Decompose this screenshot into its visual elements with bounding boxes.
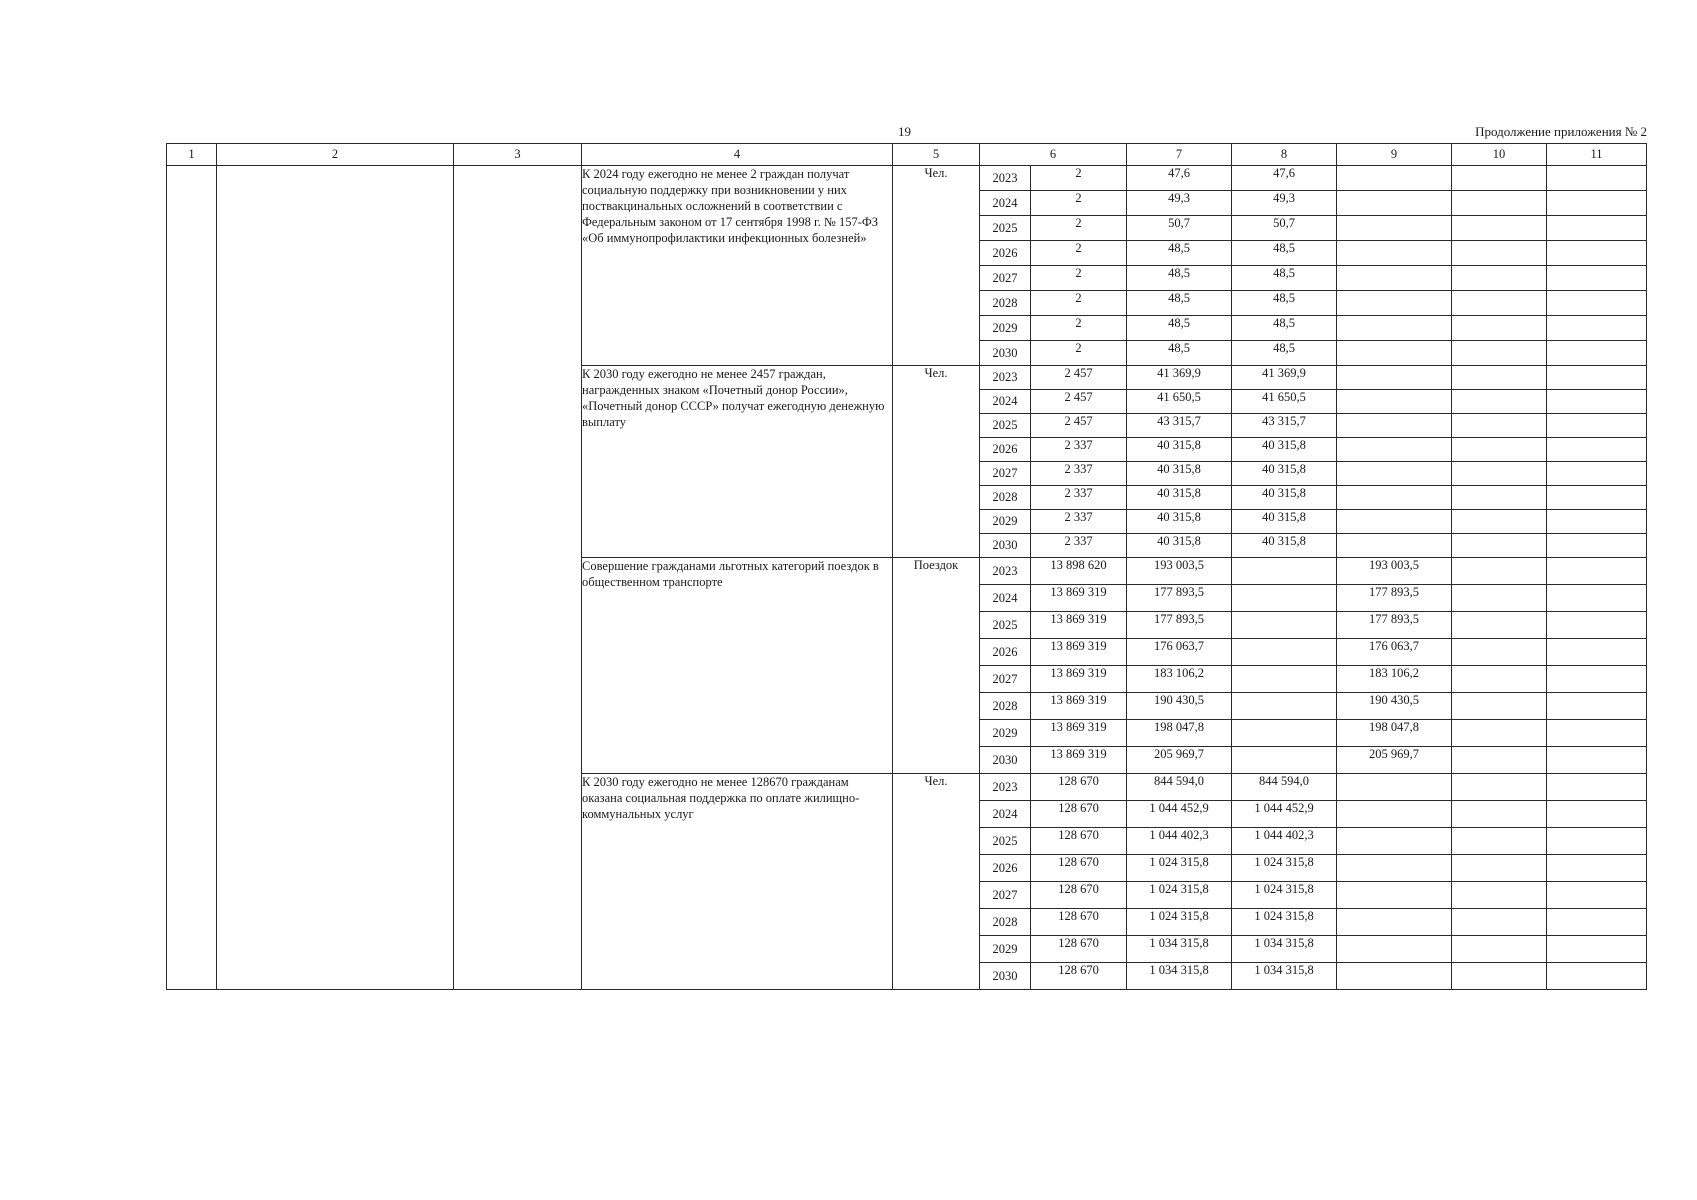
value-cell: 193 003,5 — [1337, 558, 1452, 585]
value-cell — [1547, 612, 1647, 639]
value-cell: 48,5 — [1127, 291, 1232, 316]
value-cell — [1337, 316, 1452, 341]
value-cell: 2 — [1031, 166, 1127, 191]
value-cell: 1 044 402,3 — [1127, 828, 1232, 855]
value-cell — [1547, 639, 1647, 666]
year-cell: 2025 — [980, 612, 1031, 639]
value-cell: 128 670 — [1031, 936, 1127, 963]
year-cell: 2029 — [980, 720, 1031, 747]
value-cell — [1547, 390, 1647, 414]
unit-cell: Поездок — [893, 558, 980, 774]
value-cell — [1337, 390, 1452, 414]
value-cell: 183 106,2 — [1127, 666, 1232, 693]
value-cell: 13 869 319 — [1031, 720, 1127, 747]
value-cell — [1547, 534, 1647, 558]
value-cell: 13 869 319 — [1031, 693, 1127, 720]
value-cell — [1547, 558, 1647, 585]
value-cell: 40 315,8 — [1232, 462, 1337, 486]
value-cell — [1547, 963, 1647, 990]
value-cell: 128 670 — [1031, 774, 1127, 801]
value-cell — [1547, 774, 1647, 801]
value-cell — [1547, 909, 1647, 936]
value-cell: 1 024 315,8 — [1127, 882, 1232, 909]
value-cell — [1547, 801, 1647, 828]
value-cell: 2 — [1031, 241, 1127, 266]
value-cell: 48,5 — [1232, 241, 1337, 266]
value-cell — [1452, 291, 1547, 316]
year-cell: 2030 — [980, 341, 1031, 366]
col1-cell — [167, 166, 217, 990]
value-cell: 193 003,5 — [1127, 558, 1232, 585]
value-cell — [1452, 801, 1547, 828]
value-cell — [1337, 801, 1452, 828]
value-cell: 1 024 315,8 — [1127, 855, 1232, 882]
value-cell: 40 315,8 — [1232, 510, 1337, 534]
value-cell: 177 893,5 — [1127, 585, 1232, 612]
year-cell: 2027 — [980, 666, 1031, 693]
value-cell: 2 457 — [1031, 414, 1127, 438]
year-cell: 2023 — [980, 166, 1031, 191]
value-cell — [1232, 612, 1337, 639]
value-cell — [1337, 936, 1452, 963]
year-cell: 2026 — [980, 438, 1031, 462]
value-cell — [1337, 438, 1452, 462]
value-cell — [1337, 963, 1452, 990]
value-cell — [1547, 510, 1647, 534]
col2-cell — [217, 166, 454, 990]
value-cell — [1452, 341, 1547, 366]
value-cell: 1 024 315,8 — [1232, 909, 1337, 936]
value-cell — [1452, 241, 1547, 266]
year-cell: 2025 — [980, 414, 1031, 438]
value-cell: 48,5 — [1232, 266, 1337, 291]
value-cell — [1337, 341, 1452, 366]
value-cell: 40 315,8 — [1232, 438, 1337, 462]
value-cell: 198 047,8 — [1127, 720, 1232, 747]
value-cell — [1452, 486, 1547, 510]
value-cell: 176 063,7 — [1127, 639, 1232, 666]
year-cell: 2027 — [980, 882, 1031, 909]
value-cell: 190 430,5 — [1127, 693, 1232, 720]
value-cell — [1337, 510, 1452, 534]
page-number: 19 — [898, 124, 911, 139]
value-cell: 1 034 315,8 — [1232, 936, 1337, 963]
value-cell: 50,7 — [1127, 216, 1232, 241]
indicator-description: К 2030 году ежегодно не менее 128670 гражданам оказана социальная поддержка по оплате жилищно-коммунальных услуг — [582, 774, 893, 990]
value-cell: 177 893,5 — [1127, 612, 1232, 639]
value-cell — [1547, 191, 1647, 216]
value-cell — [1452, 166, 1547, 191]
value-cell — [1452, 639, 1547, 666]
value-cell — [1337, 241, 1452, 266]
value-cell — [1547, 585, 1647, 612]
value-cell: 2 457 — [1031, 366, 1127, 390]
value-cell — [1547, 266, 1647, 291]
year-cell: 2030 — [980, 747, 1031, 774]
value-cell — [1547, 241, 1647, 266]
value-cell: 128 670 — [1031, 882, 1127, 909]
value-cell: 190 430,5 — [1337, 693, 1452, 720]
col3-cell — [454, 166, 582, 990]
year-cell: 2023 — [980, 366, 1031, 390]
col-header: 3 — [454, 144, 582, 166]
value-cell — [1452, 774, 1547, 801]
value-cell: 48,5 — [1232, 341, 1337, 366]
value-cell: 13 869 319 — [1031, 585, 1127, 612]
value-cell — [1452, 963, 1547, 990]
value-cell — [1547, 462, 1647, 486]
col-header: 9 — [1337, 144, 1452, 166]
value-cell: 2 337 — [1031, 438, 1127, 462]
unit-cell: Чел. — [893, 166, 980, 366]
value-cell — [1452, 191, 1547, 216]
col-header: 6 — [980, 144, 1127, 166]
value-cell: 49,3 — [1232, 191, 1337, 216]
value-cell — [1337, 486, 1452, 510]
value-cell — [1452, 438, 1547, 462]
appendix-note: Продолжение приложения № 2 — [1475, 124, 1647, 139]
value-cell: 2 — [1031, 191, 1127, 216]
value-cell: 40 315,8 — [1232, 486, 1337, 510]
value-cell — [1547, 693, 1647, 720]
value-cell: 1 034 315,8 — [1127, 963, 1232, 990]
unit-cell: Чел. — [893, 366, 980, 558]
value-cell — [1452, 612, 1547, 639]
value-cell: 48,5 — [1127, 241, 1232, 266]
table-row — [167, 166, 1647, 191]
col-header: 1 — [167, 144, 217, 166]
value-cell: 2 457 — [1031, 390, 1127, 414]
year-cell: 2028 — [980, 291, 1031, 316]
value-cell — [1452, 747, 1547, 774]
value-cell — [1452, 882, 1547, 909]
year-cell: 2029 — [980, 316, 1031, 341]
year-cell: 2024 — [980, 801, 1031, 828]
year-cell: 2023 — [980, 558, 1031, 585]
value-cell — [1337, 216, 1452, 241]
value-cell — [1337, 882, 1452, 909]
value-cell: 43 315,7 — [1127, 414, 1232, 438]
value-cell: 40 315,8 — [1127, 438, 1232, 462]
value-cell — [1452, 216, 1547, 241]
value-cell: 13 869 319 — [1031, 747, 1127, 774]
year-cell: 2028 — [980, 909, 1031, 936]
value-cell: 48,5 — [1127, 341, 1232, 366]
value-cell — [1232, 693, 1337, 720]
value-cell: 2 — [1031, 341, 1127, 366]
value-cell — [1452, 510, 1547, 534]
col-header: 5 — [893, 144, 980, 166]
value-cell: 1 024 315,8 — [1232, 882, 1337, 909]
value-cell — [1232, 747, 1337, 774]
value-cell — [1547, 882, 1647, 909]
year-cell: 2029 — [980, 510, 1031, 534]
value-cell: 177 893,5 — [1337, 585, 1452, 612]
value-cell — [1452, 462, 1547, 486]
value-cell — [1232, 585, 1337, 612]
value-cell — [1452, 936, 1547, 963]
value-cell: 41 650,5 — [1127, 390, 1232, 414]
value-cell — [1452, 390, 1547, 414]
indicator-description: Совершение гражданами льготных категорий поездок в общественном транспорте — [582, 558, 893, 774]
value-cell: 41 650,5 — [1232, 390, 1337, 414]
value-cell — [1452, 855, 1547, 882]
value-cell — [1337, 266, 1452, 291]
year-cell: 2030 — [980, 534, 1031, 558]
value-cell — [1452, 316, 1547, 341]
value-cell: 2 — [1031, 291, 1127, 316]
value-cell: 48,5 — [1127, 266, 1232, 291]
year-cell: 2027 — [980, 266, 1031, 291]
year-cell: 2023 — [980, 774, 1031, 801]
value-cell — [1232, 720, 1337, 747]
value-cell — [1452, 266, 1547, 291]
year-cell: 2025 — [980, 216, 1031, 241]
value-cell: 128 670 — [1031, 801, 1127, 828]
value-cell — [1452, 909, 1547, 936]
value-cell: 41 369,9 — [1232, 366, 1337, 390]
value-cell — [1452, 366, 1547, 390]
value-cell — [1452, 585, 1547, 612]
value-cell: 2 — [1031, 316, 1127, 341]
value-cell — [1452, 720, 1547, 747]
value-cell: 177 893,5 — [1337, 612, 1452, 639]
value-cell: 48,5 — [1127, 316, 1232, 341]
value-cell — [1547, 438, 1647, 462]
value-cell: 40 315,8 — [1127, 510, 1232, 534]
year-cell: 2026 — [980, 855, 1031, 882]
indicator-description: К 2024 году ежегодно не менее 2 граждан получат социальную поддержку при возникновении у них поствакцинальных осложнений в соответствии с Федеральным законом от 17 сентября 1998 г. № 157-ФЗ «Об иммунопрофилактики инфекционных болезней» — [582, 166, 893, 366]
value-cell: 1 044 452,9 — [1232, 801, 1337, 828]
value-cell — [1337, 828, 1452, 855]
value-cell: 183 106,2 — [1337, 666, 1452, 693]
value-cell: 1 024 315,8 — [1232, 855, 1337, 882]
value-cell — [1547, 855, 1647, 882]
value-cell: 47,6 — [1232, 166, 1337, 191]
value-cell: 1 034 315,8 — [1232, 963, 1337, 990]
value-cell — [1232, 666, 1337, 693]
value-cell — [1547, 341, 1647, 366]
value-cell: 128 670 — [1031, 855, 1127, 882]
value-cell: 128 670 — [1031, 909, 1127, 936]
value-cell — [1547, 166, 1647, 191]
value-cell — [1547, 720, 1647, 747]
value-cell — [1547, 666, 1647, 693]
value-cell — [1232, 639, 1337, 666]
value-cell: 1 024 315,8 — [1127, 909, 1232, 936]
value-cell — [1337, 909, 1452, 936]
value-cell: 13 869 319 — [1031, 612, 1127, 639]
year-cell: 2024 — [980, 191, 1031, 216]
value-cell: 198 047,8 — [1337, 720, 1452, 747]
value-cell — [1547, 366, 1647, 390]
value-cell: 40 315,8 — [1232, 534, 1337, 558]
value-cell: 2 337 — [1031, 462, 1127, 486]
value-cell — [1547, 747, 1647, 774]
indicator-description: К 2030 году ежегодно не менее 2457 граждан, награжденных знаком «Почетный донор России», «Почетный донор СССР» получат ежегодную денежную выплату — [582, 366, 893, 558]
value-cell: 48,5 — [1232, 316, 1337, 341]
value-cell: 47,6 — [1127, 166, 1232, 191]
value-cell — [1547, 828, 1647, 855]
col-header: 7 — [1127, 144, 1232, 166]
col-header: 8 — [1232, 144, 1337, 166]
value-cell — [1337, 855, 1452, 882]
value-cell: 844 594,0 — [1232, 774, 1337, 801]
value-cell: 1 044 402,3 — [1232, 828, 1337, 855]
value-cell: 50,7 — [1232, 216, 1337, 241]
value-cell — [1547, 486, 1647, 510]
value-cell — [1452, 828, 1547, 855]
col-header: 4 — [582, 144, 893, 166]
value-cell: 13 869 319 — [1031, 639, 1127, 666]
value-cell — [1547, 936, 1647, 963]
value-cell — [1547, 291, 1647, 316]
value-cell — [1547, 316, 1647, 341]
value-cell: 128 670 — [1031, 828, 1127, 855]
value-cell — [1452, 666, 1547, 693]
value-cell: 2 337 — [1031, 510, 1127, 534]
year-cell: 2024 — [980, 390, 1031, 414]
year-cell: 2024 — [980, 585, 1031, 612]
data-table — [166, 143, 1647, 990]
value-cell: 13 898 620 — [1031, 558, 1127, 585]
year-cell: 2028 — [980, 486, 1031, 510]
value-cell — [1547, 216, 1647, 241]
year-cell: 2029 — [980, 936, 1031, 963]
value-cell — [1337, 166, 1452, 191]
value-cell — [1452, 693, 1547, 720]
value-cell: 2 337 — [1031, 486, 1127, 510]
value-cell — [1452, 558, 1547, 585]
value-cell: 48,5 — [1232, 291, 1337, 316]
year-cell: 2030 — [980, 963, 1031, 990]
year-cell: 2025 — [980, 828, 1031, 855]
value-cell: 128 670 — [1031, 963, 1127, 990]
value-cell: 844 594,0 — [1127, 774, 1232, 801]
year-cell: 2026 — [980, 639, 1031, 666]
value-cell — [1337, 366, 1452, 390]
value-cell — [1337, 462, 1452, 486]
value-cell — [1452, 414, 1547, 438]
year-cell: 2026 — [980, 241, 1031, 266]
value-cell — [1337, 414, 1452, 438]
unit-cell: Чел. — [893, 774, 980, 990]
value-cell — [1337, 774, 1452, 801]
value-cell — [1547, 414, 1647, 438]
year-cell: 2027 — [980, 462, 1031, 486]
value-cell: 13 869 319 — [1031, 666, 1127, 693]
value-cell — [1232, 558, 1337, 585]
value-cell: 205 969,7 — [1337, 747, 1452, 774]
value-cell: 2 — [1031, 266, 1127, 291]
value-cell: 1 044 452,9 — [1127, 801, 1232, 828]
col-header: 10 — [1452, 144, 1547, 166]
value-cell: 43 315,7 — [1232, 414, 1337, 438]
year-cell: 2028 — [980, 693, 1031, 720]
value-cell: 205 969,7 — [1127, 747, 1232, 774]
col-header: 11 — [1547, 144, 1647, 166]
value-cell: 40 315,8 — [1127, 486, 1232, 510]
value-cell — [1337, 191, 1452, 216]
value-cell — [1337, 534, 1452, 558]
value-cell: 176 063,7 — [1337, 639, 1452, 666]
value-cell: 49,3 — [1127, 191, 1232, 216]
value-cell: 1 034 315,8 — [1127, 936, 1232, 963]
col-header: 2 — [217, 144, 454, 166]
header-row — [167, 144, 1647, 166]
value-cell: 40 315,8 — [1127, 534, 1232, 558]
value-cell: 2 337 — [1031, 534, 1127, 558]
value-cell — [1452, 534, 1547, 558]
value-cell: 2 — [1031, 216, 1127, 241]
value-cell: 40 315,8 — [1127, 462, 1232, 486]
value-cell — [1337, 291, 1452, 316]
value-cell: 41 369,9 — [1127, 366, 1232, 390]
